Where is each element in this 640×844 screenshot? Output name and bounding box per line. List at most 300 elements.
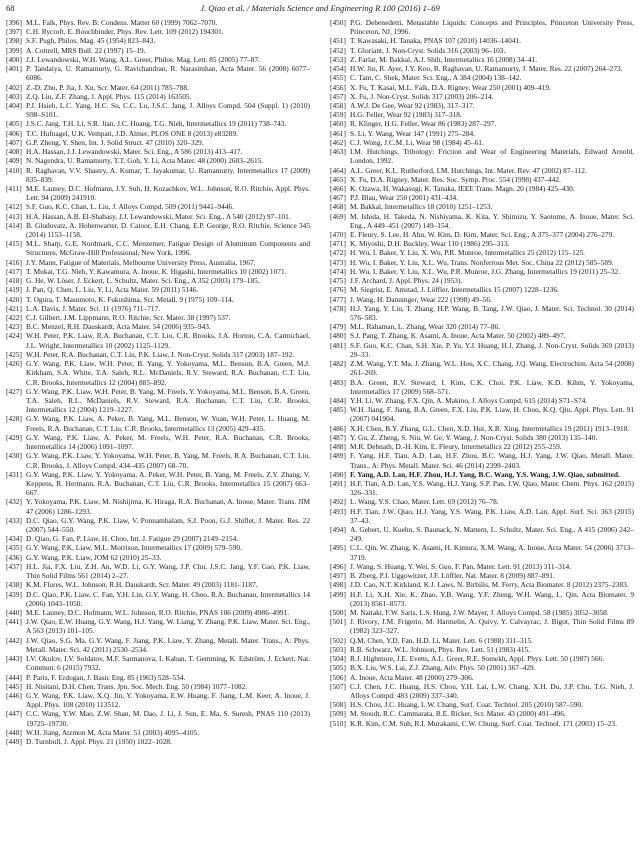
- reference-text: G. He, W. Löser, J. Eckert, L. Schultz, Mater. Sci. Eng., A 352 (2003) 179–185.: [26, 276, 260, 286]
- references-column-right: [330, 18, 634, 840]
- reference-text: D. Qiao, G. Fan, P. Liaw, H. Choo, Int. J. Fatigue 29 (2007) 2149–2154.: [26, 534, 239, 544]
- reference-number: [419]: [6, 285, 22, 295]
- reference-number: [448]: [6, 727, 22, 737]
- reference-entry: [6, 129, 310, 138]
- reference-number: [431]: [6, 469, 22, 479]
- reference-entry: [6, 119, 310, 128]
- reference-text: P.J. Blau, Wear 250 (2001) 431–434.: [350, 193, 458, 203]
- reference-number: [462]: [330, 137, 346, 147]
- reference-entry: [6, 350, 310, 359]
- reference-number: [479]: [330, 322, 346, 332]
- reference-entry: [330, 470, 634, 479]
- reference-entry: [330, 267, 634, 276]
- reference-text: H.A. Hassan, A.B. El-Shabasy, J.J. Lewandowski, Mater. Sci. Eng., A 540 (2012) 97–101.: [26, 211, 291, 221]
- reference-number: [432]: [6, 497, 22, 507]
- reference-text: Y.H. Li, W. Zhang, F.X. Qin, A. Makino, J. Alloys Compd. 615 (2014) S71–S74.: [350, 395, 588, 405]
- reference-number: [492]: [330, 497, 346, 507]
- reference-text: L. Wang, Y.S. Chao, Mater. Lett. 69 (2012) 76–78.: [350, 497, 499, 507]
- reference-number: [399]: [6, 45, 22, 55]
- reference-text: G.Y. Wang, P.K. Liaw, M.L. Morrison, Intermetallics 17 (2009) 579–590.: [26, 543, 242, 553]
- reference-text: H. Wu, I. Baker, Y. Liu, X.L. Wu, P.R. Munroe, J.G. Zhang, Intermetallics 19 (2011) 25–32.: [350, 266, 621, 276]
- reference-number: [445]: [6, 681, 22, 691]
- reference-entry: [6, 83, 310, 92]
- reference-text: W.H. Peter, P.K. Liaw, R.A. Buchanan, C.T. Liu, C.R. Brooks, J.A. Horton, C.A. Carmichael, J.L. Wright, Intermetallics 10 (2002) 1125–1129.: [26, 331, 310, 350]
- reference-text: A. Cottrell, MRS Bull. 22 (1997) 15–19.: [26, 45, 146, 55]
- reference-text: A.L. Greer, K.L. Rutherford, I.M. Hutchings, Int. Mater. Rev. 47 (2002) 87–112.: [350, 165, 587, 175]
- reference-text: M.L. Rahaman, L. Zhang, Wear 320 (2014) 77–86.: [350, 322, 500, 332]
- reference-number: [406]: [6, 128, 22, 138]
- reference-entry: [330, 110, 634, 119]
- reference-number: [443]: [6, 654, 22, 664]
- reference-text: B.X. Liu, W.S. Lai, Z.J. Zhang, Adv. Phys. 50 (2001) 367–429.: [350, 663, 536, 673]
- reference-number: [473]: [330, 257, 346, 267]
- reference-text: K.M. Flores, W.L. Johnson, R.H. Dauskardt, Scr. Mater. 49 (2003) 1181–1187.: [26, 580, 258, 590]
- reference-text: S.F. Pugh, Philos. Mag. 45 (1954) 823–843.: [26, 36, 156, 46]
- reference-number: [436]: [6, 552, 22, 562]
- reference-text: J.Y. Mann, Fatigue of Materials, Melbourne University Press, Australia, 1967.: [26, 257, 256, 267]
- reference-entry: [6, 27, 310, 36]
- reference-number: [455]: [330, 73, 346, 83]
- reference-entry: [330, 719, 634, 728]
- reference-number: [499]: [330, 589, 346, 599]
- reference-entry: [330, 571, 634, 580]
- reference-number: [421]: [6, 303, 22, 313]
- reference-text: C.L. Qin, W. Zhang, K. Asami, H. Kimura, X.M. Wang, A. Inoue, Acta Mater. 54 (2006) 3713–3719.: [350, 543, 634, 562]
- reference-entry: [330, 202, 634, 211]
- reference-text: G.Y. Wang, P.K. Liaw, A. Peker, M. Freels, W.H. Peter, R.A. Buchanan, C.R. Brooks, Intermetallics 14 (2006) 1091–1097.: [26, 432, 310, 452]
- reference-text: K.R. Kim, C.M. Suh, R.I. Murakami, C.W. Chung, Surf. Coat. Technol. 171 (2003) 15–23.: [350, 718, 617, 728]
- reference-number: [467]: [330, 193, 346, 203]
- running-header: [6, 3, 634, 17]
- reference-number: [415]: [6, 239, 22, 249]
- reference-entry: [6, 617, 310, 635]
- reference-number: [396]: [6, 18, 22, 27]
- reference-number: [510]: [330, 718, 346, 728]
- reference-entry: [6, 654, 310, 672]
- reference-number: [500]: [330, 608, 346, 617]
- reference-entry: [6, 580, 310, 589]
- reference-text: Q.M. Chen, Y.D. Fan, H.D. Li, Mater. Lett. 6 (1988) 311–315.: [350, 635, 533, 645]
- reference-number: [428]: [6, 414, 22, 424]
- reference-text: G.Y. Wang, P.K. Liaw, W.H. Peter, B. Yang, M. Freels, Y. Yokoyama, M.L. Benson, B.A. Green, T.A. Saleh, R.L. McDaniels, R.V. Steward, R.A. Buchanan, C.T. Liu, C.R. Brooks, Intermetallics 12 (2004) 1219–1227.: [26, 386, 310, 415]
- reference-entry: [330, 525, 634, 543]
- reference-text: W.H. Jiang, Atzmon M, Acta Mater. 51 (2003) 4095–4105.: [26, 727, 200, 737]
- reference-text: T. Mukai, T.G. Nieh, Y. Kawamura, A. Inoue, K. Higashi, Intermetallics 10 (2002) 1071.: [26, 266, 287, 276]
- reference-text: H.L. Jia, F.X. Liu, Z.H. An, W.D. Li, G.Y. Wang, J.P. Chu, J.S.C. Jang, Y.F. Gao, P.K. Liaw, Thin Solid Films 561 (2014) 2–27.: [26, 561, 310, 581]
- reference-entry: [6, 728, 310, 737]
- reference-entry: [330, 18, 634, 36]
- reference-number: [505]: [330, 663, 346, 673]
- reference-entry: [6, 239, 310, 257]
- reference-text: J.J. Lewandowski, W.H. Wang, A.L. Greer, Philos. Mag. Lett. 85 (2005) 77–87.: [26, 54, 260, 64]
- reference-text: X. Fu, T. Kasai, M.L. Falk, D.A. Rigney, Wear 250 (2001) 409–419.: [350, 82, 551, 92]
- reference-entry: [6, 202, 310, 211]
- reference-number: [414]: [6, 220, 22, 230]
- reference-entry: [330, 543, 634, 561]
- reference-number: [464]: [330, 165, 346, 175]
- reference-text: P. Tandaiya, U. Ramamurty, G. Ravichandran, R. Narasimhan, Acta Mater. 56 (2008) 6077–6086.: [26, 64, 310, 83]
- reference-number: [498]: [330, 580, 346, 590]
- reference-text: J. Wang, H. Danninger, Wear 222 (1998) 49–56.: [350, 294, 492, 304]
- reference-number: [503]: [330, 644, 346, 654]
- reference-text: M. Ishida, H. Takeda, N. Nishiyama, K. Kita, Y. Shimizu, Y. Saotome, A. Inoue, Mater. Sci. Eng., A 449–451 (2007) 149–154.: [350, 211, 634, 230]
- reference-number: [508]: [330, 700, 346, 710]
- reference-entry: [330, 166, 634, 175]
- reference-entry: [330, 433, 634, 442]
- reference-entry: [330, 442, 634, 451]
- reference-number: [478]: [330, 303, 346, 313]
- reference-text: P.J. Hsieh, L.C. Yang, H.C. Su, C.C. Lu, J.S.C. Jang, J. Alloys Compd. 504 (Suppl. 1) (2010) S98–S101.: [26, 100, 310, 120]
- reference-entry: [6, 451, 310, 469]
- reference-entry: [6, 138, 310, 147]
- reference-number: [470]: [330, 230, 346, 240]
- reference-number: [471]: [330, 239, 346, 249]
- reference-text: F. Yang, A.D. Lan, H.F. Zhou, H.J. Yang, B.C. Wang, Y.S. Wang, J.W. Qiao, submitted.: [350, 469, 620, 479]
- reference-text: H. Nisitani, D.H. Chen, Trans. Jpn. Soc. Mech. Eng. 50 (1984) 1077–1082.: [26, 681, 248, 691]
- reference-text: C. Tam, C. Shek, Mater. Sci. Eng., A 384 (2004) 138–142.: [350, 73, 522, 83]
- reference-number: [435]: [6, 543, 22, 553]
- reference-text: G.Y. Wang, P.K. Liaw, W.H. Peter, B. Yang, Y. Yokoyama, M.L. Benson, B.A. Green, M.J. Kirkham, S.A. White, T.A. Saleh, R.L. McDaniels, R.V. Steward, R.A. Buchanan, C.T. Liu, C.R. Brooks, Intermetallics 12 (2004) 885–892.: [26, 359, 310, 387]
- reference-number: [469]: [330, 211, 346, 221]
- reference-number: [474]: [330, 266, 346, 276]
- reference-number: [497]: [330, 571, 346, 581]
- reference-number: [423]: [6, 322, 22, 332]
- reference-entry: [6, 184, 310, 202]
- reference-entry: [330, 46, 634, 55]
- reference-number: [407]: [6, 137, 22, 147]
- reference-text: G.Y. Wang, P.K. Liaw, Y. Yokoyama, A. Peker, W.H. Peter, B. Yang, M. Freels, Z.Y. Zhang, V. Keppens, R. Hermann, R.A. Buchanan, C.T. Liu, C.R. Brooks, Intermetallics 15 (2007) 663–667.: [26, 469, 310, 498]
- reference-text: G.P. Zheng, Y. Shen, Int. J. Solid Struct. 47 (2010) 320–329.: [26, 137, 204, 147]
- reference-text: T.C. Hufnagel, U.K. Vempati, J.D. Almer, PLOS ONE 8 (2013) e83289.: [26, 128, 238, 138]
- reference-entry: [6, 322, 310, 331]
- reference-text: D.C. Qiao, G.Y. Wang, P.K. Liaw, V. Ponnambalam, S.J. Poon, G.J. Shiflet, J. Mater. Res. 22 (2007) 544–550.: [26, 515, 310, 535]
- reference-text: H.F. Tian, A.D. Lan, Y.S. Wang, H.J. Yang, S.P. Pan, J.W. Qiao, Mater. Chem. Phys. 162 (2015) 326–331.: [350, 478, 634, 498]
- reference-entry: [6, 590, 310, 608]
- reference-entry: [330, 359, 634, 377]
- reference-text: M. Naitaki, F.W. Saris, L.S. Hung, J.W. Mayer, J. Alloys Compd. 58 (1985) 3052–3058.: [350, 608, 609, 617]
- reference-text: P. Paris, F. Erdogan, J. Basic Eng. 85 (1963) 528–534.: [26, 672, 186, 682]
- reference-entry: [330, 590, 634, 608]
- reference-text: S.F. Guo, K.C. Chan, L. Liu, J. Alloys Compd. 509 (2011) 9441–9446.: [26, 202, 235, 212]
- reference-text: G.Y. Wang, P.K. Liaw, A. Peker, B. Yang, M.L. Benson, W. Yuan, W.H. Peter, L. Huang, M. Freels, R.A. Buchanan, C.T. Liu, C.R. Brooks, Intermetallics 13 (2005) 429–435.: [26, 414, 310, 433]
- reference-text: J. Pan, Q. Chen, L. Liu, Y. Li, Acta Mater. 59 (2011) 5146.: [26, 285, 199, 295]
- reference-entry: [330, 304, 634, 322]
- reference-number: [475]: [330, 276, 346, 286]
- reference-entry: [6, 359, 310, 387]
- reference-entry: [6, 156, 310, 165]
- reference-text: R. Klinger, H.G. Feller, Wear 86 (1983) 287–297.: [350, 119, 497, 129]
- reference-text: B. Gludovatz, A. Hohenwarter, D. Catoor, E.H. Chang, E.P. George, R.O. Ritchie, Science 345 (2014) 1153–1158.: [26, 220, 310, 240]
- reference-number: [485]: [330, 405, 346, 415]
- reference-entry: [330, 636, 634, 645]
- reference-number: [418]: [6, 276, 22, 286]
- reference-number: [468]: [330, 202, 346, 212]
- reference-entry: [6, 673, 310, 682]
- reference-text: G.Y. Wang, P.K. Liaw, Y. Yokoyama, W.H. Peter, B. Yang, M. Freels, R.A. Buchanan, C.T. Liu, C.R. Brooks, J. Alloys Compd. 434–435 (2007) 68–70.: [26, 451, 310, 470]
- reference-number: [452]: [330, 45, 346, 55]
- reference-entry: [330, 92, 634, 101]
- reference-number: [416]: [6, 257, 22, 267]
- reference-number: [465]: [330, 174, 346, 184]
- reference-text: S.F. Guo, K.C. Chan, S.H. Xie, P. Yu, Y.J. Huang, H.J. Zhang, J. Non-Cryst. Solids 369 (2013) 29–33.: [350, 340, 634, 359]
- reference-entry: [6, 737, 310, 746]
- reference-entry: [330, 193, 634, 202]
- reference-text: Z.M. Wang, Y.T. Ma, J. Zhang, W.L. Hou, X.C. Chang, J.Q. Wang, Electrochim. Acta 54 (2008) 261–269.: [350, 359, 634, 378]
- reference-text: M.L. Falk, Phys. Rev. B: Condens. Matter 60 (1999) 7062–7070.: [26, 18, 218, 27]
- reference-entry: [330, 295, 634, 304]
- reference-text: M. Stoudt, R.C. Cammarata, R.E. Ricker, Scr. Mater. 43 (2000) 491–496.: [350, 709, 566, 719]
- reference-entry: [330, 451, 634, 469]
- reference-text: I.V. Okulov, I.V. Soldatov, M.F. Sarmanova, I. Kaban, T. Gemming, K. Edström, J. Eckert, Nat. Commun. 6 (2015) 7932.: [26, 654, 310, 673]
- reference-number: [458]: [330, 100, 346, 110]
- reference-entry: [330, 663, 634, 672]
- reference-text: A. Inoue, Acta Mater. 48 (2000) 279–306.: [350, 672, 474, 682]
- reference-entry: [330, 562, 634, 571]
- reference-entry: [6, 414, 310, 432]
- reference-text: F. Yang, H.F. Tian, A.D. Lan, H.F. Zhou, B.C. Wang, H.J. Yang, J.W. Qiao, Metall. Mater. Trans., A: Phys. Metall. Mater. Sci. 46 (2014) 2399–2403.: [350, 451, 634, 470]
- reference-entry: [330, 673, 634, 682]
- reference-entry: [330, 580, 634, 589]
- reference-text: B.A. Green, R.V. Steward, I. Kim, C.K. Choi, P.K. Liaw, K.D. Kihm, Y. Yokoyama, Intermetallics 17 (2009) 568–571.: [350, 377, 634, 396]
- reference-number: [484]: [330, 395, 346, 405]
- reference-number: [439]: [6, 589, 22, 599]
- reference-text: H. Wu, I. Baker, Y. Liu, X. Wu, P.R. Munroe, Intermetallics 25 (2012) 115–125.: [350, 248, 585, 258]
- reference-text: M.E. Launey, D.C. Hofmann, J.Y. Suh, H. Kozachkov, W.L. Johnson, R.O. Ritchie, Appl. Phys. Lett. 94 (2009) 241910.: [26, 183, 310, 203]
- reference-entry: [6, 36, 310, 45]
- reference-entry: [330, 608, 634, 617]
- reference-entry: [330, 248, 634, 257]
- reference-text: Z.Q. Liu, Z.F. Zhang, J. Appl. Phys. 115 (2014) 163505.: [26, 91, 192, 101]
- reference-text: R.B. Schwarz, W.L. Johnson, Phys. Rev. Lett. 51 (1983) 415.: [350, 644, 531, 654]
- reference-text: J.W. Qiao, E.W. Huang, G.Y. Wang, H.J. Yang, W. Liang, Y. Zhang, P.K. Liaw, Mater. Sci. Eng., A 563 (2013) 101–105.: [26, 617, 310, 636]
- reference-text: J.D. Cao, N.T. Kirkland, K.J. Laws, N. Birbilis, M. Ferry, Acta Biomater. 8 (2012) 2375–2383.: [350, 580, 629, 590]
- reference-number: [453]: [330, 54, 346, 64]
- reference-entry: [330, 129, 634, 138]
- reference-entry: [6, 470, 310, 498]
- reference-number: [486]: [330, 423, 346, 433]
- reference-entry: [6, 562, 310, 580]
- reference-text: R. Raghavan, V.V. Shastry, A. Kumar, T. Jayakumar, U. Ramamurty, Intermetallics 17 (2009) 835–839.: [26, 165, 310, 184]
- reference-entry: [6, 304, 310, 313]
- reference-entry: [330, 138, 634, 147]
- reference-text: H.G. Feller, Wear 92 (1983) 317–318.: [350, 110, 462, 120]
- reference-text: H. Wu, I. Baker, Y. Liu, X.L. Wu, Trans. Nonferrous Met. Soc. China 22 (2012) 585–589.: [350, 257, 614, 267]
- reference-entry: [330, 331, 634, 340]
- reference-number: [509]: [330, 709, 346, 719]
- reference-number: [413]: [6, 211, 22, 221]
- reference-entry: [330, 101, 634, 110]
- reference-number: [493]: [330, 506, 346, 516]
- reference-text: S. Li, Y. Wang, Wear 147 (1991) 275–284.: [350, 128, 476, 138]
- reference-text: C.H. Rycroft, E. Bouchbinder, Phys. Rev. Lett. 109 (2012) 194301.: [26, 27, 224, 37]
- reference-number: [506]: [330, 672, 346, 682]
- reference-text: K. Miyoshi, D.H. Buckley, Wear 110 (1986) 295–313.: [350, 239, 510, 249]
- reference-number: [461]: [330, 128, 346, 138]
- reference-text: H.F. Tian, J.W. Qiao, H.J. Yang, Y.S. Wang, P.K. Liaw, A.D. Lan, Appl. Surf. Sci. 363 (2015) 37–43.: [350, 506, 634, 525]
- reference-entry: [6, 313, 310, 322]
- reference-entry: [6, 331, 310, 349]
- reference-number: [480]: [330, 331, 346, 341]
- reference-number: [404]: [6, 100, 22, 110]
- reference-entry: [330, 507, 634, 525]
- reference-number: [438]: [6, 580, 22, 590]
- reference-entry: [6, 295, 310, 304]
- reference-text: B.C. Menzel, R.H. Dauskardt, Acta Mater. 54 (2006) 935–943.: [26, 322, 211, 332]
- reference-entry: [6, 709, 310, 727]
- reference-number: [502]: [330, 635, 346, 645]
- reference-entry: [6, 212, 310, 221]
- reference-number: [400]: [6, 54, 22, 64]
- reference-entry: [330, 617, 634, 635]
- reference-entry: [6, 147, 310, 156]
- reference-number: [411]: [6, 183, 22, 193]
- reference-number: [398]: [6, 36, 22, 46]
- reference-number: [495]: [330, 543, 346, 553]
- reference-text: Z.-D. Zhu, P. Jia, J. Xu, Scr. Mater. 64 (2011) 785–788.: [26, 82, 189, 92]
- reference-entry: [6, 636, 310, 654]
- reference-entry: [330, 119, 634, 128]
- reference-number: [490]: [330, 469, 346, 479]
- reference-number: [496]: [330, 561, 346, 571]
- reference-entry: [330, 239, 634, 248]
- reference-text: J. Wang, S. Huang, Y. Wei, S. Guo, F. Pan, Mater. Lett. 91 (2013) 311–314.: [350, 561, 572, 571]
- reference-text: E. Fleury, S. Lee, H. Ahn, W. Kim, D. Kim, Mater. Sci. Eng., A 375–377 (2004) 276–279.: [350, 230, 615, 240]
- reference-number: [417]: [6, 266, 22, 276]
- reference-number: [454]: [330, 64, 346, 74]
- reference-entry: [330, 405, 634, 423]
- reference-number: [420]: [6, 294, 22, 304]
- reference-text: G.Y. Wang, P.K. Liaw, X.Q. Jin, Y. Yokoyama, E.W. Huang, F. Jiang, L.M. Keer, A. Inoue, J. Appl. Phys. 108 (2010) 113512.: [26, 690, 310, 710]
- reference-text: X. Fu, D.A. Rigney, Mater. Res. Soc. Symp. Proc. 554 (1998) 437–442.: [350, 174, 561, 184]
- reference-entry: [6, 543, 310, 552]
- reference-number: [422]: [6, 313, 22, 322]
- reference-number: [444]: [6, 672, 22, 682]
- reference-entry: [6, 608, 310, 617]
- reference-text: C.J. Wong, J.C.M. Li, Wear 98 (1984) 45–61.: [350, 137, 484, 147]
- reference-entry: [6, 691, 310, 709]
- reference-text: C.J. Gilbert, J.M. Lippmann, R.O. Ritchie, Scr. Mater. 38 (1997) 537.: [26, 313, 231, 322]
- reference-entry: [330, 396, 634, 405]
- reference-number: [482]: [330, 359, 346, 369]
- reference-number: [397]: [6, 27, 22, 37]
- reference-entry: [6, 18, 310, 27]
- reference-number: [491]: [330, 478, 346, 488]
- reference-number: [427]: [6, 386, 22, 396]
- references-column-left: [6, 18, 310, 840]
- reference-number: [441]: [6, 617, 22, 627]
- reference-text: M. Siegrist, E. Amstad, J. Löffler, Intermetallics 15 (2007) 1228–1236.: [350, 285, 559, 295]
- reference-entry: [330, 276, 634, 285]
- reference-text: H.W. Jin, R. Ayer, J.Y. Koo, R. Raghavan, U. Ramamurty, J. Mater. Res. 22 (2007) 264–273.: [350, 64, 623, 74]
- reference-text: D. Turnbull, J. Appl. Phys. 21 (1950) 1022–1028.: [26, 737, 172, 747]
- reference-number: [425]: [6, 349, 22, 359]
- reference-entry: [330, 83, 634, 92]
- reference-number: [507]: [330, 681, 346, 691]
- reference-number: [489]: [330, 451, 346, 461]
- reference-entry: [6, 682, 310, 691]
- reference-number: [488]: [330, 442, 346, 452]
- reference-number: [494]: [330, 525, 346, 535]
- reference-text: A. Gebert, U. Kuehn, S. Baunack, N. Mattern, L. Schultz, Mater. Sci. Eng., A 415 (2006) 242–249.: [350, 525, 634, 544]
- reference-text: M. Bakkal, Intermetallics 18 (2010) 1251–1253.: [350, 202, 493, 212]
- reference-entry: [6, 55, 310, 64]
- reference-text: A.W.J. De Gee, Wear 92 (1983), 317–317.: [350, 100, 475, 110]
- reference-entry: [330, 73, 634, 82]
- reference-text: J.F. Archard, J. Appl. Phys. 24 (1953).: [350, 276, 463, 286]
- reference-number: [430]: [6, 451, 22, 461]
- reference-text: Z. Farlar, M. Bakkal, A.J. Shih, Intermetallics 16 (2008) 34–41.: [350, 54, 538, 64]
- reference-number: [466]: [330, 183, 346, 193]
- reference-text: H.J. Yang, Y. Liu, T. Zhang, H.P. Wang, B. Tang, J.W. Qiao, J. Mater. Sci. Technol. 30 (2014) 576–583.: [350, 303, 634, 322]
- reference-entry: [6, 497, 310, 515]
- reference-number: [426]: [6, 359, 22, 369]
- reference-text: S.J. Pang, T. Zhang, K. Asami, A. Inoue, Acta Mater. 50 (2002) 489–497.: [350, 331, 566, 341]
- reference-number: [408]: [6, 147, 22, 157]
- reference-number: [409]: [6, 156, 22, 166]
- reference-number: [477]: [330, 294, 346, 304]
- reference-entry: [6, 516, 310, 534]
- reference-text: K. Ozawa, H. Wakasugi, K. Tanaka, IEEE Trans. Magn. 20 (1984) 425–430.: [350, 183, 575, 193]
- reference-text: J. Rivory, J.M. Frigerio, M. Harmelin, A. Quivy, Y. Calvayrac, J. Bigot, Thin Solid Films 89 (1982) 323–327.: [350, 617, 634, 636]
- reference-number: [487]: [330, 432, 346, 442]
- reference-text: R.J. Highmore, J.E. Evetts, A.L. Greer, R.E. Somekh, Appl. Phys. Lett. 50 (1987) 566.: [350, 654, 605, 664]
- reference-text: T. Ogura, T. Masumoto, K. Fukushima, Scr. Metall. 9 (1975) 109–114.: [26, 294, 234, 304]
- journal-running-title: J. Qiao et al. / Materials Science and Engineering R 100 (2016) 1–69: [200, 3, 440, 13]
- reference-number: [447]: [6, 709, 22, 719]
- reference-number: [456]: [330, 82, 346, 92]
- reference-entry: [330, 36, 634, 45]
- reference-entry: [330, 322, 634, 331]
- reference-number: [410]: [6, 165, 22, 175]
- reference-text: J.W. Qiao, S.G. Ma, G.Y. Wang, F. Jiang, P.K. Liaw, Y. Zhang, Metall. Mater. Trans., A: Phys. Metall. Mater. Sci. 42 (2011) 2530–2534.: [26, 635, 310, 654]
- reference-text: P.G. Debenedetti, Metastable Liquids: Concepts and Principles, Princeton University Press, Princeton, NJ, 1996.: [350, 18, 634, 37]
- reference-number: [437]: [6, 561, 22, 571]
- reference-entry: [6, 166, 310, 184]
- reference-number: [424]: [6, 331, 22, 341]
- reference-number: [403]: [6, 91, 22, 101]
- reference-entry: [6, 92, 310, 101]
- reference-entry: [330, 175, 634, 184]
- reference-text: M.E. Launey, D.C. Hofmann, W.L. Johnson, R.O. Ritchie, PNAS 106 (2009) 4986–4991.: [26, 608, 290, 617]
- reference-text: L.A. Davis, J. Mater. Sci. 11 (1976) 711–717.: [26, 303, 161, 313]
- reference-number: [483]: [330, 377, 346, 387]
- reference-number: [434]: [6, 534, 22, 544]
- reference-entry: [330, 378, 634, 396]
- reference-entry: [330, 654, 634, 663]
- reference-entry: [330, 341, 634, 359]
- reference-entry: [330, 55, 634, 64]
- reference-number: [433]: [6, 515, 22, 525]
- reference-text: Y. Gu, Z. Zheng, S. Niu, W. Ge, Y. Wang, J. Non-Cryst. Solids 380 (2013) 135–140.: [350, 432, 598, 442]
- reference-number: [451]: [330, 36, 346, 46]
- reference-number: [429]: [6, 432, 22, 442]
- reference-number: [440]: [6, 608, 22, 617]
- reference-number: [401]: [6, 64, 22, 74]
- reference-text: H.F. Li, X.H. Xie, K. Zhao, Y.B. Wang, Y.F. Zheng, W.H. Wang, L. Qin, Acta Biomater. 9 (2013) 8561–8573.: [350, 589, 634, 608]
- reference-number: [460]: [330, 119, 346, 129]
- reference-number: [472]: [330, 248, 346, 258]
- reference-number: [481]: [330, 340, 346, 350]
- reference-text: T. Kawasaki, H. Tanaka, PNAS 107 (2010) 14036–14041.: [350, 36, 521, 46]
- reference-entry: [6, 101, 310, 119]
- reference-text: W.H. Jiang, F. Jiang, B.A. Green, F.X. Liu, P.K. Liaw, H. Choo, K.Q. Qiu, Appl. Phys. Lett. 91 (2007) 041904.: [350, 405, 634, 424]
- reference-text: M.R. Debnath, D.-H. Kim, E. Fleury, Intermetallics 22 (2012) 255–259.: [350, 442, 562, 452]
- reference-entry: [330, 424, 634, 433]
- reference-entry: [6, 553, 310, 562]
- reference-entry: [6, 221, 310, 239]
- reference-entry: [330, 212, 634, 230]
- reference-number: [405]: [6, 119, 22, 129]
